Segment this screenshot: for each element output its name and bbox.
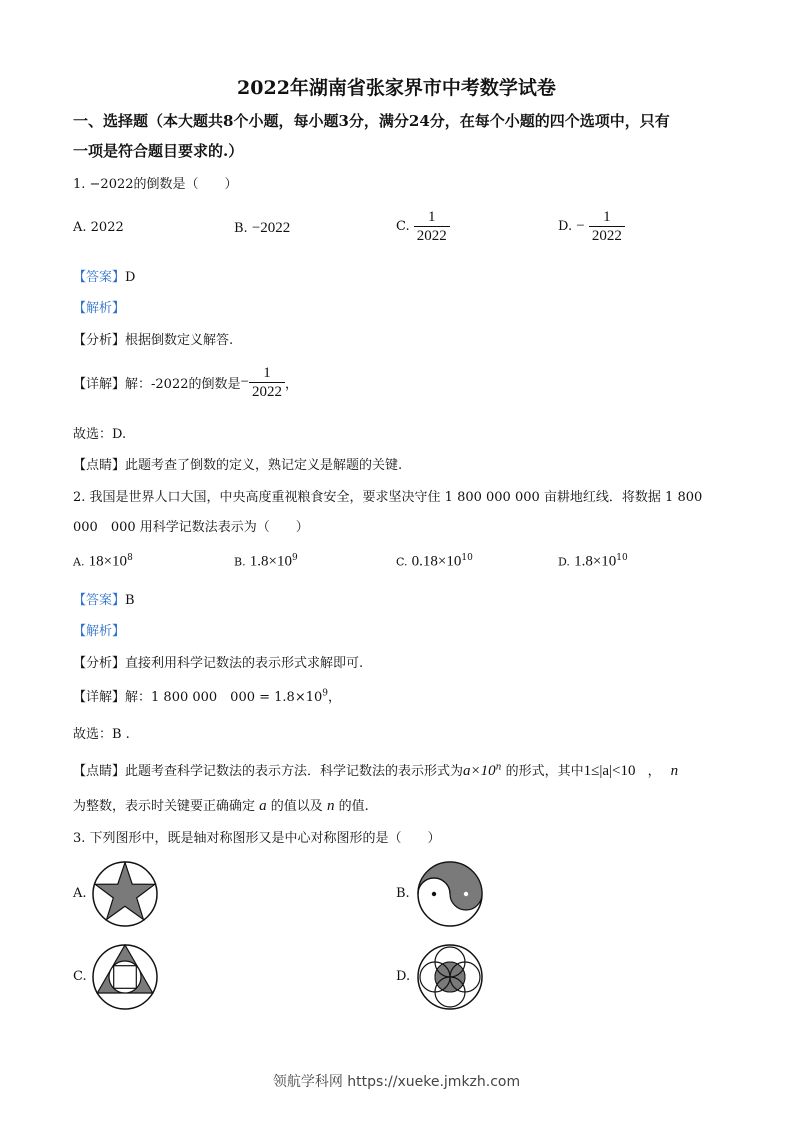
- q1-option-c-label: C.: [396, 219, 410, 234]
- q2-comment-text5: 的值以及: [270, 799, 323, 814]
- q1-option-c: [396, 208, 450, 245]
- q1-option-c-numerator: 1: [414, 208, 450, 227]
- q1-detail-denominator: 2022: [251, 384, 282, 400]
- q2-detail-tag: 【详解】: [73, 690, 126, 705]
- q2-answer-tag: 【答案】: [73, 593, 126, 608]
- q3-option-c-triangle-figure: [91, 943, 159, 1011]
- q3-option-c-label: C.: [73, 969, 87, 984]
- q2-option-a-label: A.: [73, 555, 85, 569]
- q1-detail: [73, 364, 298, 401]
- q1-analysis: [73, 329, 233, 348]
- q2-comment-line2: [73, 795, 369, 815]
- q1-detail-sign: −: [240, 374, 249, 390]
- q2-comment-n: n: [670, 763, 679, 779]
- q2-option-b-exp: 9: [291, 553, 298, 563]
- q1-option-c-fraction: [414, 208, 450, 245]
- q1-answer-value: D: [125, 270, 136, 285]
- q1-choice: 故选：D.: [73, 427, 127, 442]
- q2-option-c-exp: 10: [461, 553, 473, 563]
- q1-option-d-denominator: 2022: [591, 228, 622, 244]
- q1-option-b-value: −2022: [251, 220, 291, 236]
- q2-analysis-tag: 【分析】: [73, 656, 126, 671]
- q3-option-b-label: B.: [396, 886, 410, 901]
- q2-option-b-label: B.: [234, 555, 246, 569]
- q2-analysis-text: 直接利用科学记数法的表示形式求解即可.: [125, 656, 364, 671]
- q1-analysis-text: 根据倒数定义解答.: [125, 333, 234, 348]
- q2-option-a-base: 18×10: [88, 553, 128, 570]
- q1-stem: 1. −2022的倒数是（ ）: [73, 177, 238, 192]
- q2-option-d-base: 1.8×10: [574, 553, 617, 570]
- q2-detail-text: 解：1 800 000 000 = 1.8×10: [125, 690, 323, 705]
- q2-analysis: [73, 652, 363, 671]
- q2-comment-expr: a×10: [463, 763, 496, 779]
- q1-option-d: [558, 208, 625, 245]
- q2-option-a-exp: 8: [127, 553, 133, 563]
- q1-analysis-tag: 【分析】: [73, 333, 126, 348]
- q2-option-d: [558, 553, 628, 570]
- q1-jiexi-tag: 【解析】: [73, 301, 126, 316]
- q2-jiexi-tag: 【解析】: [73, 624, 126, 639]
- q2-comment-text6: 的值.: [338, 799, 369, 814]
- q2-comment-text3: ，: [647, 764, 661, 779]
- q1-answer-tag: 【答案】: [73, 270, 126, 285]
- q1-detail-end: ，: [284, 377, 298, 392]
- q2-detail-end: ，: [328, 690, 342, 705]
- q1-option-d-sign: −: [576, 218, 585, 234]
- q2-option-a: [73, 553, 133, 570]
- q3-stem: 3. 下列图形中，既是轴对称图形又是中心对称图形的是（ ）: [73, 831, 441, 846]
- q2-option-d-exp: 10: [616, 553, 628, 563]
- q1-detail-tag: 【详解】: [73, 377, 126, 392]
- q2-answer-value: B: [125, 593, 135, 608]
- q3-option-d-petals-figure: [416, 943, 484, 1011]
- q2-detail-exp: 9: [322, 688, 328, 699]
- q1-detail-fraction: [249, 364, 285, 401]
- q1-option-d-numerator: 1: [589, 208, 625, 227]
- q1-comment-tag: 【点睛】: [73, 458, 126, 473]
- q2-comment-tag: 【点睛】: [73, 764, 126, 779]
- q2-stem-line1: 2. 我国是世界人口大国，中央高度重视粮食安全，要求坚决守住 1 800 000 000 亩耕地红线．将数据 1 800: [73, 490, 703, 505]
- q1-option-b: [234, 220, 290, 237]
- q1-option-a: A. 2022: [73, 220, 124, 235]
- q1-option-c-denominator: 2022: [416, 228, 447, 244]
- footer-watermark: 领航学科网 https://xueke.jmkzh.com: [272, 1074, 521, 1090]
- q2-answer: [73, 589, 135, 608]
- q1-option-b-label: B.: [234, 221, 248, 236]
- q1-comment-text: 此题考查了倒数的定义，熟记定义是解题的关键.: [125, 458, 403, 473]
- q2-comment-n2: n: [326, 798, 335, 814]
- q3-option-a-label: A.: [73, 886, 87, 901]
- q2-comment-text4: 为整数，表示时关键要正确确定: [73, 799, 256, 814]
- section-heading-line2: 一项是符合题目要求的.）: [73, 142, 244, 160]
- section-heading-line1: 一、选择题（本大题共8个小题，每小题3分，满分24分，在每个小题的四个选项中，只有: [73, 112, 670, 130]
- q2-comment-exp: n: [495, 762, 502, 773]
- q3-option-d-label: D.: [396, 969, 411, 984]
- q2-comment-a: a: [259, 798, 267, 814]
- q2-stem-line2: 000 000 用科学记数法表示为（ ）: [73, 520, 309, 535]
- q2-comment-condition: 1≤|a|<10: [583, 763, 636, 779]
- q1-comment: [73, 454, 402, 473]
- q1-answer: [73, 266, 135, 285]
- q2-option-d-label: D.: [558, 555, 570, 569]
- q1-detail-numerator: 1: [249, 364, 285, 383]
- q2-option-c: [396, 553, 473, 570]
- q2-detail: [73, 686, 341, 705]
- q1-option-d-label: D.: [558, 219, 573, 234]
- q2-choice: 故选：B .: [73, 727, 130, 742]
- q2-comment-text2: 的形式，其中: [505, 764, 584, 779]
- q3-option-a-star-figure: [91, 860, 159, 928]
- q2-option-b-base: 1.8×10: [249, 553, 292, 570]
- q2-comment-text1: 此题考查科学记数法的表示方法．科学记数法的表示形式为: [125, 764, 464, 779]
- q2-option-c-label: C.: [396, 555, 408, 569]
- q1-detail-text: 解：-2022的倒数是: [125, 377, 241, 392]
- q3-option-b-yinyang-figure: [416, 860, 484, 928]
- q2-comment-line1: [73, 760, 678, 780]
- page-title: 2022年湖南省张家界市中考数学试卷: [237, 77, 556, 99]
- q1-option-d-fraction: [589, 208, 625, 245]
- q2-option-b: [234, 553, 298, 570]
- q2-option-c-base: 0.18×10: [411, 553, 462, 570]
